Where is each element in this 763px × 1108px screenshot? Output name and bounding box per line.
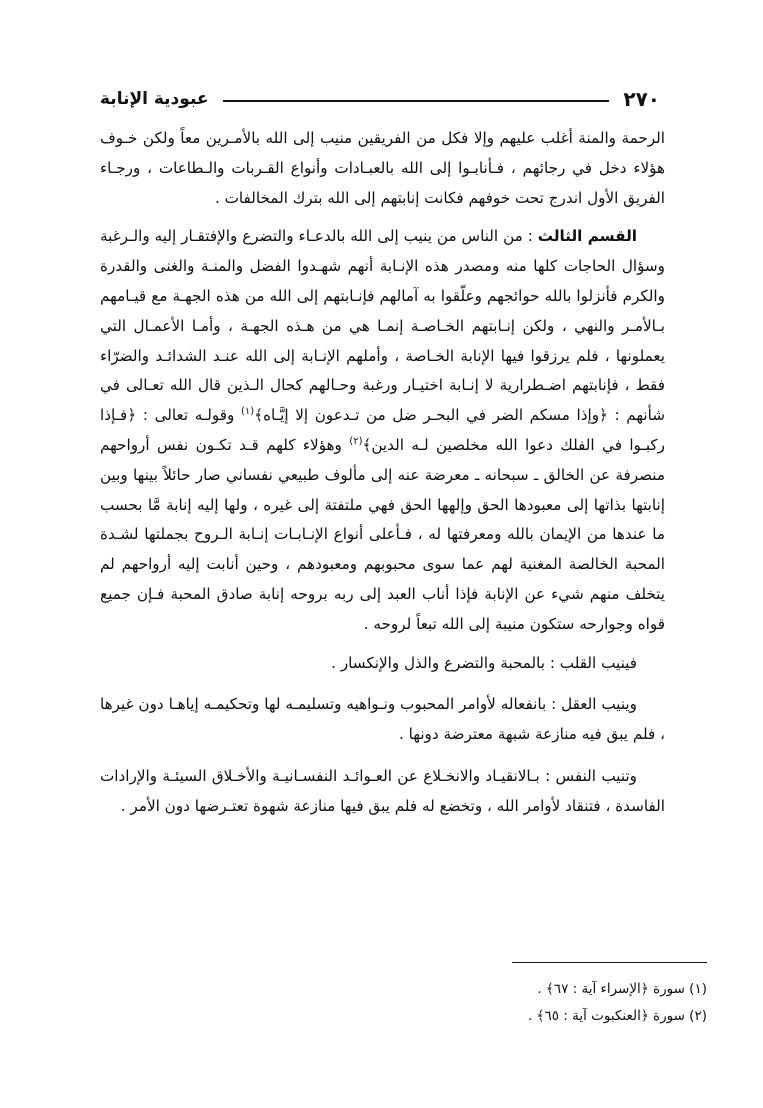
running-title: عبودية الإنابة <box>100 89 209 109</box>
paragraph-text: وينيب العقل : بانفعاله لأوامر المحبوب ونـواهيه وتسليمـه لها وتحكيمـه إياهـا دون غيرها ، فلم يبق فيه منازعة شبهة معترضة دونها . <box>100 695 665 744</box>
paragraph-5 <box>100 762 665 822</box>
running-header <box>100 84 660 114</box>
footnotes <box>100 976 707 1030</box>
paragraph-4 <box>100 690 665 750</box>
paragraph-1 <box>100 124 665 213</box>
page-number: ٢٧٠ <box>623 87 660 111</box>
paragraph-text: وهؤلاء كلهم قـد تكـون نفس أرواحهم منصرفة عن الخالق ـ سبحانه ـ معرضة عنه إلى مألوف طبيعي نفساني صار حائلاً بينها وبين إنابتها بذاتها إلى معبودها الحق وإلهها الحق فهي ملتفتة إلى غيره ، ولها إليه إنابة مَّا بحسب ما عندها من الإيمان بالله ومعرفتها له ، فـأعلى أنواع الإنـابـات إنـابة الـروح بجملتها لشـدة المحبة الخالصة المغنية لهم عما سوى محبوبهم ومعبودهم ، وحين أنابت إليه أرواحهم لم يتخلف منهم شيء عن الإنابة فإذا أناب العبد إلى ربه بروحه إنابة صادق المحبة فـإن جميع قواه وجوارحه ستكون منيبة إلى الله تبعاً لروحه . <box>100 435 665 633</box>
footnote-separator <box>512 962 707 963</box>
paragraph-text: : من الناس من ينيب إلى الله بالدعـاء والتضرع والإفتقـار إليه والـرغبة وسؤال الحاجات كلها منه ومصدر هذه الإنـابة أنهم شهـدوا الفضل والمنـة والغنى والقدرة والكرم فأنزلوا بالله حوائجهم وعلّقوا به آمالهم فإنـابتهم إلى الله من هذه الجهـة مع قيـامهم بـالأمـر والنهي ، ولكن إنـابتهم الخـاصـة إنمـا هي من هـذه الجهـة ، وأمـا الأعمـال التي يعملونها ، فلم يرزقوا فيها الإنابة الخـاصة ، وأملهم الإنـابة إلى الله عنـد الشدائـد والضرّاء فقط ، فإنابتهم اضـطرارية لا إنـابة اختيـار ورغبة وحـالهم كحال الـذين قال الله تعـالى في شأنهم : ﴿وإذا مسكم الضر في البحـر ضل من تـدعون إلا إيَّـاه﴾ <box>100 227 666 425</box>
footnote-ref-1[interactable]: (١) <box>241 406 255 418</box>
footnote-1: (١) سورة ﴿الإسراء آية : ٦٧﴾ . <box>537 981 707 997</box>
footnote-2: (٢) سورة ﴿العنكبوت آية : ٦٥﴾ . <box>527 1008 707 1024</box>
body-text <box>100 124 665 831</box>
paragraph-text: الرحمة والمنة أغلب عليهم وإلا فكل من الفريقين منيب إلى الله بالأمـرين معاً ولكن خـوف هؤلاء دخل في رجائهم ، فـأنابـوا إلى الله بالعبـادات وأنواع القـربات والـطاعات ، ورجـاء الفريق الأول اندرج تحت خوفهم فكانت إنابتهم إلى الله بترك المخالفات . <box>100 129 665 207</box>
paragraph-2 <box>100 222 665 639</box>
paragraph-text: وقولـه تعالى : ﴿فـإذا ركبـوا في الفلك دعوا الله مخلصين لـه الدين﴾ <box>100 406 665 454</box>
paragraph-text: وتنيب النفس : بـالانقيـاد والانخـلاع عن العـوائـد النفسـانيـة والأخـلاق السيئـة والإرادات الفاسدة ، فتنقاد لأوامر الله ، وتخضع له فلم يبق فيها منازعة شهوة تعتـرضها دون الأمر . <box>100 766 665 815</box>
footnote-ref-2[interactable]: (٢) <box>349 435 363 447</box>
paragraph-3 <box>100 649 665 679</box>
header-rule <box>223 100 610 102</box>
section-heading: القسم الثالث <box>537 227 637 246</box>
paragraph-text: فينيب القلب : بالمحبة والتضرع والذل والإنكسار . <box>331 653 637 672</box>
